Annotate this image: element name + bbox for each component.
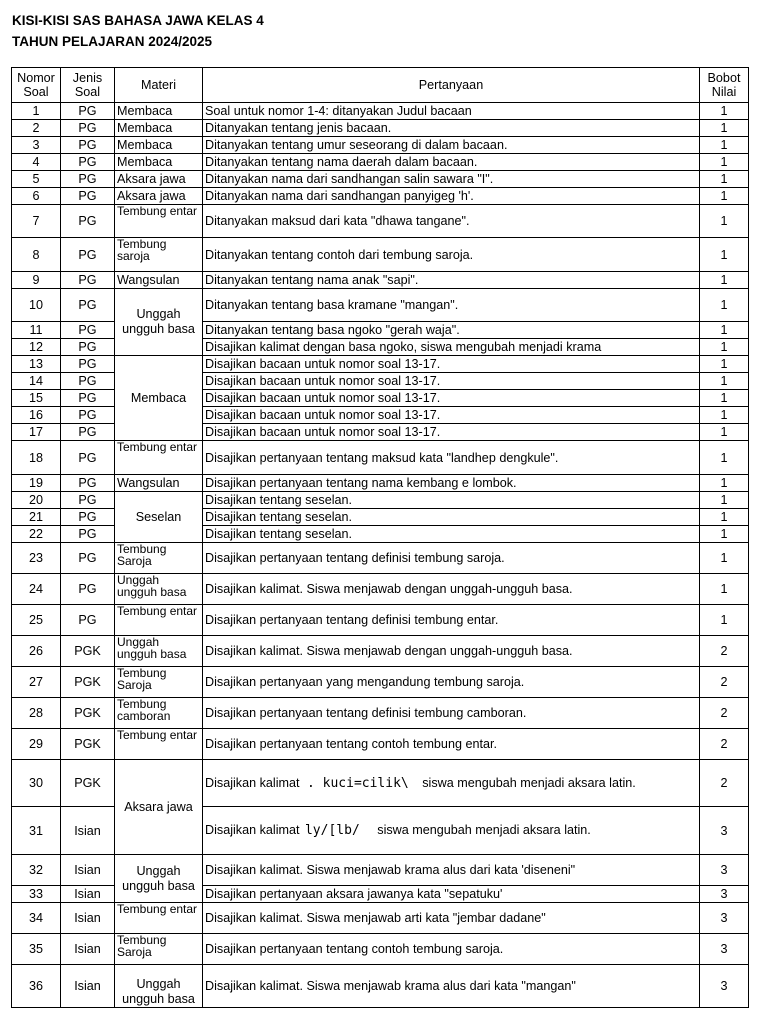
cell-pertanyaan: Disajikan pertanyaan yang mengandung tembung saroja. xyxy=(203,667,700,698)
cell-pertanyaan: Ditanyakan nama dari sandhangan panyigeg 'h'. xyxy=(203,188,700,205)
table-row xyxy=(12,667,749,698)
table-row xyxy=(12,441,749,475)
table-row xyxy=(12,154,749,171)
cell-pertanyaan: Ditanyakan tentang basa ngoko "gerah waja". xyxy=(203,322,700,339)
cell-nomor: 26 xyxy=(12,636,61,667)
cell-bobot: 1 xyxy=(700,120,749,137)
table-row xyxy=(12,636,749,667)
cell-pertanyaan: Ditanyakan tentang basa kramane "mangan". xyxy=(203,289,700,322)
cell-pertanyaan: Ditanyakan tentang jenis bacaan. xyxy=(203,120,700,137)
cell-jenis: PG xyxy=(61,171,115,188)
cell-nomor: 2 xyxy=(12,120,61,137)
cell-nomor: 11 xyxy=(12,322,61,339)
table-row xyxy=(12,289,749,322)
table-row xyxy=(12,903,749,934)
cell-jenis: Isian xyxy=(61,965,115,1008)
cell-bobot: 2 xyxy=(700,729,749,760)
cell-jenis: PG xyxy=(61,574,115,605)
cell-materi: Wangsulan xyxy=(115,475,203,492)
table-row xyxy=(12,137,749,154)
cell-pertanyaan: Disajikan kalimat. Siswa menjawab krama alus dari kata 'diseneni" xyxy=(203,855,700,886)
cell-pertanyaan: Disajikan tentang seselan. xyxy=(203,509,700,526)
cell-jenis: PG xyxy=(61,289,115,322)
table-row xyxy=(12,574,749,605)
cell-jenis: PG xyxy=(61,205,115,238)
cell-bobot: 3 xyxy=(700,934,749,965)
pertanyaan-text: siswa mengubah menjadi aksara latin. xyxy=(377,823,591,837)
pertanyaan-text: Disajikan kalimat xyxy=(205,775,300,790)
cell-bobot: 1 xyxy=(700,339,749,356)
cell-materi: Tembung entar xyxy=(115,729,203,760)
cell-nomor: 17 xyxy=(12,424,61,441)
cell-jenis: PG xyxy=(61,339,115,356)
cell-pertanyaan: Disajikan pertanyaan tentang definisi tembung entar. xyxy=(203,605,700,636)
cell-bobot: 1 xyxy=(700,526,749,543)
cell-jenis: PG xyxy=(61,373,115,390)
cell-pertanyaan: Disajikan kalimat. Siswa menjawab arti kata "jembar dadane" xyxy=(203,903,700,934)
cell-materi: Tembung saroja xyxy=(115,238,203,272)
cell-bobot: 1 xyxy=(700,154,749,171)
cell-nomor: 29 xyxy=(12,729,61,760)
javanese-script-text: . kuci=cilik\ xyxy=(306,775,409,791)
cell-pertanyaan: Disajikan pertanyaan tentang definisi tembung saroja. xyxy=(203,543,700,574)
cell-nomor: 33 xyxy=(12,886,61,903)
cell-jenis: PG xyxy=(61,407,115,424)
table-row xyxy=(12,205,749,238)
cell-bobot: 3 xyxy=(700,886,749,903)
table-row xyxy=(12,698,749,729)
cell-bobot: 1 xyxy=(700,574,749,605)
cell-materi: Tembung entar xyxy=(115,205,203,238)
cell-pertanyaan: Disajikan kalimat. Siswa menjawab krama alus dari kata "mangan" xyxy=(203,965,700,1008)
cell-materi: Wangsulan xyxy=(115,272,203,289)
cell-pertanyaan: Disajikan pertanyaan tentang nama kembang e lombok. xyxy=(203,475,700,492)
cell-materi: Tembung Saroja xyxy=(115,543,203,574)
pertanyaan-text: siswa mengubah menjadi aksara latin. xyxy=(422,775,636,790)
cell-jenis: PG xyxy=(61,137,115,154)
cell-materi: Membaca xyxy=(115,356,203,441)
cell-materi: Tembung Saroja xyxy=(115,667,203,698)
cell-jenis: PG xyxy=(61,441,115,475)
cell-jenis: PG xyxy=(61,356,115,373)
cell-jenis: PG xyxy=(61,103,115,120)
cell-jenis: PGK xyxy=(61,667,115,698)
cell-jenis: PG xyxy=(61,390,115,407)
cell-jenis: PG xyxy=(61,120,115,137)
cell-bobot: 1 xyxy=(700,238,749,272)
header-pertanyaan: Pertanyaan xyxy=(203,68,700,103)
table-row xyxy=(12,188,749,205)
cell-bobot: 3 xyxy=(700,965,749,1008)
cell-pertanyaan: Disajikan bacaan untuk nomor soal 13-17. xyxy=(203,373,700,390)
cell-bobot: 1 xyxy=(700,373,749,390)
cell-jenis: Isian xyxy=(61,934,115,965)
cell-nomor: 1 xyxy=(12,103,61,120)
cell-pertanyaan: Disajikan tentang seselan. xyxy=(203,526,700,543)
cell-nomor: 24 xyxy=(12,574,61,605)
cell-bobot: 1 xyxy=(700,356,749,373)
cell-jenis: Isian xyxy=(61,807,115,855)
cell-materi: Unggah ungguh basa xyxy=(115,289,203,356)
cell-pertanyaan: Disajikan kalimat dengan basa ngoko, siswa mengubah menjadi krama xyxy=(203,339,700,356)
cell-nomor: 23 xyxy=(12,543,61,574)
cell-materi: Unggah ungguh basa xyxy=(115,636,203,667)
cell-bobot: 1 xyxy=(700,492,749,509)
cell-materi: Aksara jawa xyxy=(115,760,203,855)
cell-jenis: PG xyxy=(61,238,115,272)
cell-bobot: 1 xyxy=(700,272,749,289)
cell-materi: Tembung entar xyxy=(115,605,203,636)
document-title: KISI-KISI SAS BAHASA JAWA KELAS 4 xyxy=(12,13,264,28)
table-row xyxy=(12,605,749,636)
cell-nomor: 13 xyxy=(12,356,61,373)
cell-pertanyaan: Soal untuk nomor 1-4: ditanyakan Judul bacaan xyxy=(203,103,700,120)
cell-jenis: Isian xyxy=(61,886,115,903)
cell-materi: Membaca xyxy=(115,154,203,171)
cell-pertanyaan xyxy=(203,807,700,855)
cell-nomor: 28 xyxy=(12,698,61,729)
cell-jenis: Isian xyxy=(61,855,115,886)
cell-pertanyaan: Ditanyakan nama dari sandhangan salin sawara "I". xyxy=(203,171,700,188)
cell-nomor: 15 xyxy=(12,390,61,407)
cell-jenis: Isian xyxy=(61,903,115,934)
cell-nomor: 20 xyxy=(12,492,61,509)
javanese-script-text: ly/[lb/ xyxy=(304,823,360,838)
cell-bobot: 1 xyxy=(700,424,749,441)
cell-pertanyaan: Disajikan bacaan untuk nomor soal 13-17. xyxy=(203,356,700,373)
table-row xyxy=(12,475,749,492)
table-row xyxy=(12,934,749,965)
cell-pertanyaan: Ditanyakan maksud dari kata "dhawa tangane". xyxy=(203,205,700,238)
cell-nomor: 14 xyxy=(12,373,61,390)
table-row xyxy=(12,965,749,1008)
cell-bobot: 2 xyxy=(700,667,749,698)
cell-jenis: PG xyxy=(61,424,115,441)
cell-nomor: 9 xyxy=(12,272,61,289)
cell-pertanyaan: Disajikan kalimat. Siswa menjawab dengan unggah-ungguh basa. xyxy=(203,636,700,667)
cell-pertanyaan: Disajikan pertanyaan tentang contoh tembung saroja. xyxy=(203,934,700,965)
cell-jenis: PG xyxy=(61,188,115,205)
cell-materi: Tembung Saroja xyxy=(115,934,203,965)
cell-pertanyaan: Ditanyakan tentang umur seseorang di dalam bacaan. xyxy=(203,137,700,154)
cell-materi: Aksara jawa xyxy=(115,188,203,205)
cell-pertanyaan: Disajikan pertanyaan tentang definisi tembung camboran. xyxy=(203,698,700,729)
cell-nomor: 34 xyxy=(12,903,61,934)
table-row xyxy=(12,356,749,373)
table-row xyxy=(12,272,749,289)
cell-materi: Membaca xyxy=(115,120,203,137)
cell-nomor: 25 xyxy=(12,605,61,636)
cell-nomor: 19 xyxy=(12,475,61,492)
cell-pertanyaan: Disajikan pertanyaan aksara jawanya kata "sepatuku' xyxy=(203,886,700,903)
cell-materi: Tembung entar xyxy=(115,441,203,475)
document-subtitle: TAHUN PELAJARAN 2024/2025 xyxy=(12,34,213,49)
cell-bobot: 1 xyxy=(700,441,749,475)
cell-bobot: 1 xyxy=(700,509,749,526)
cell-bobot: 2 xyxy=(700,698,749,729)
cell-bobot: 1 xyxy=(700,205,749,238)
cell-jenis: PGK xyxy=(61,636,115,667)
cell-bobot: 1 xyxy=(700,322,749,339)
cell-bobot: 1 xyxy=(700,289,749,322)
cell-bobot: 1 xyxy=(700,475,749,492)
cell-nomor: 27 xyxy=(12,667,61,698)
cell-nomor: 18 xyxy=(12,441,61,475)
cell-jenis: PG xyxy=(61,526,115,543)
cell-jenis: PGK xyxy=(61,729,115,760)
cell-bobot: 3 xyxy=(700,903,749,934)
cell-bobot: 3 xyxy=(700,807,749,855)
cell-bobot: 1 xyxy=(700,390,749,407)
cell-materi: Unggah ungguh basa xyxy=(115,574,203,605)
cell-pertanyaan: Disajikan tentang seselan. xyxy=(203,492,700,509)
cell-pertanyaan: Ditanyakan tentang contoh dari tembung saroja. xyxy=(203,238,700,272)
cell-bobot: 1 xyxy=(700,103,749,120)
cell-nomor: 7 xyxy=(12,205,61,238)
cell-pertanyaan: Disajikan pertanyaan tentang contoh tembung entar. xyxy=(203,729,700,760)
cell-jenis: PG xyxy=(61,605,115,636)
cell-jenis: PG xyxy=(61,272,115,289)
cell-nomor: 8 xyxy=(12,238,61,272)
table-row xyxy=(12,171,749,188)
cell-bobot: 1 xyxy=(700,137,749,154)
cell-bobot: 1 xyxy=(700,407,749,424)
cell-materi: Membaca xyxy=(115,137,203,154)
cell-materi: Aksara jawa xyxy=(115,171,203,188)
cell-jenis: PGK xyxy=(61,760,115,807)
cell-pertanyaan: Ditanyakan tentang nama anak "sapi". xyxy=(203,272,700,289)
cell-materi: Seselan xyxy=(115,492,203,543)
cell-nomor: 4 xyxy=(12,154,61,171)
cell-pertanyaan xyxy=(203,760,700,807)
cell-nomor: 32 xyxy=(12,855,61,886)
table-row xyxy=(12,855,749,886)
header-jenis-soal: Jenis Soal xyxy=(61,68,115,103)
cell-pertanyaan: Disajikan bacaan untuk nomor soal 13-17. xyxy=(203,390,700,407)
cell-jenis: PG xyxy=(61,475,115,492)
cell-nomor: 16 xyxy=(12,407,61,424)
cell-jenis: PG xyxy=(61,492,115,509)
cell-pertanyaan: Disajikan bacaan untuk nomor soal 13-17. xyxy=(203,424,700,441)
cell-bobot: 2 xyxy=(700,636,749,667)
cell-bobot: 1 xyxy=(700,543,749,574)
table-row xyxy=(12,543,749,574)
cell-nomor: 5 xyxy=(12,171,61,188)
cell-nomor: 3 xyxy=(12,137,61,154)
table-row xyxy=(12,238,749,272)
cell-jenis: PG xyxy=(61,322,115,339)
cell-nomor: 12 xyxy=(12,339,61,356)
table-row xyxy=(12,492,749,509)
kisi-kisi-table xyxy=(11,67,749,1008)
cell-materi: Tembung camboran xyxy=(115,698,203,729)
table-header-row xyxy=(12,68,749,103)
cell-bobot: 2 xyxy=(700,760,749,807)
cell-jenis: PG xyxy=(61,543,115,574)
cell-nomor: 10 xyxy=(12,289,61,322)
cell-pertanyaan: Ditanyakan tentang nama daerah dalam bacaan. xyxy=(203,154,700,171)
table-row xyxy=(12,760,749,807)
table-row xyxy=(12,103,749,120)
header-nomor-soal: Nomor Soal xyxy=(12,68,61,103)
pertanyaan-text: Disajikan kalimat xyxy=(205,823,300,837)
table-row xyxy=(12,120,749,137)
cell-materi: Membaca xyxy=(115,103,203,120)
cell-jenis: PGK xyxy=(61,698,115,729)
header-bobot-nilai: Bobot Nilai xyxy=(700,68,749,103)
cell-jenis: PG xyxy=(61,154,115,171)
cell-bobot: 1 xyxy=(700,605,749,636)
cell-materi: Unggah ungguh basa xyxy=(115,965,203,1008)
cell-pertanyaan: Disajikan bacaan untuk nomor soal 13-17. xyxy=(203,407,700,424)
cell-materi: Tembung entar xyxy=(115,903,203,934)
cell-nomor: 22 xyxy=(12,526,61,543)
cell-bobot: 1 xyxy=(700,171,749,188)
cell-bobot: 3 xyxy=(700,855,749,886)
cell-bobot: 1 xyxy=(700,188,749,205)
cell-nomor: 21 xyxy=(12,509,61,526)
cell-nomor: 36 xyxy=(12,965,61,1008)
cell-jenis: PG xyxy=(61,509,115,526)
cell-materi: Unggah ungguh basa xyxy=(115,855,203,903)
header-materi: Materi xyxy=(115,68,203,103)
cell-nomor: 35 xyxy=(12,934,61,965)
cell-pertanyaan: Disajikan kalimat. Siswa menjawab dengan unggah-ungguh basa. xyxy=(203,574,700,605)
table-row xyxy=(12,729,749,760)
cell-nomor: 6 xyxy=(12,188,61,205)
cell-nomor: 31 xyxy=(12,807,61,855)
cell-pertanyaan: Disajikan pertanyaan tentang maksud kata "landhep dengkule". xyxy=(203,441,700,475)
cell-nomor: 30 xyxy=(12,760,61,807)
